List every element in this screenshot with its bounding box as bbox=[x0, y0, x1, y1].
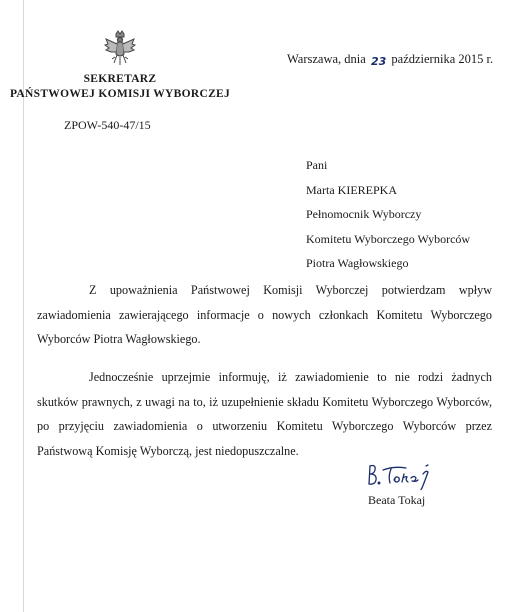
date-day-handwritten: 23 bbox=[370, 55, 387, 68]
recipient-line: Pełnomocnik Wyborczy bbox=[306, 207, 422, 221]
polish-eagle-emblem-icon bbox=[103, 30, 137, 68]
handwritten-signature-icon bbox=[366, 458, 446, 492]
recipient-line: Piotra Wagłowskiego bbox=[306, 256, 409, 270]
body-paragraph-1: Z upoważnienia Państwowej Komisji Wyborczej potwierdzam wpływ zawiadomienia zawierającego informacje o nowych członkach Komitetu Wyborczego Wyborców Piotra Wagłowskiego. bbox=[37, 283, 492, 346]
date-prefix: Warszawa, dnia bbox=[287, 52, 366, 66]
signer-name: Beata Tokaj bbox=[368, 493, 426, 507]
date-suffix: października 2015 r. bbox=[391, 52, 494, 66]
date-line bbox=[287, 52, 493, 67]
reference-number: ZPOW-540-47/15 bbox=[64, 118, 151, 132]
issuing-authority bbox=[0, 72, 240, 102]
recipient-block bbox=[306, 153, 470, 276]
recipient-line: Marta KIEREPKA bbox=[306, 182, 397, 197]
authority-institution: PAŃSTWOWEJ KOMISJI WYBORCZEJ bbox=[9, 88, 231, 100]
body-paragraph-2: Jednocześnie uprzejmie informuję, iż zawiadomienie to nie rodzi żadnych skutków prawnych, z uwagi na to, iż uzupełnienie składu Komitetu Wyborczego Wyborców, po przyjęciu zawiadomienia o utworzeniu Komitetu Wyborczego Wyborców przez Państwową Komisję Wyborczą, jest niedopuszczalne. bbox=[37, 370, 492, 458]
authority-title: SEKRETARZ bbox=[83, 73, 157, 85]
recipient-line: Komitetu Wyborczego Wyborców bbox=[306, 231, 471, 246]
recipient-line: Pani bbox=[306, 158, 328, 172]
